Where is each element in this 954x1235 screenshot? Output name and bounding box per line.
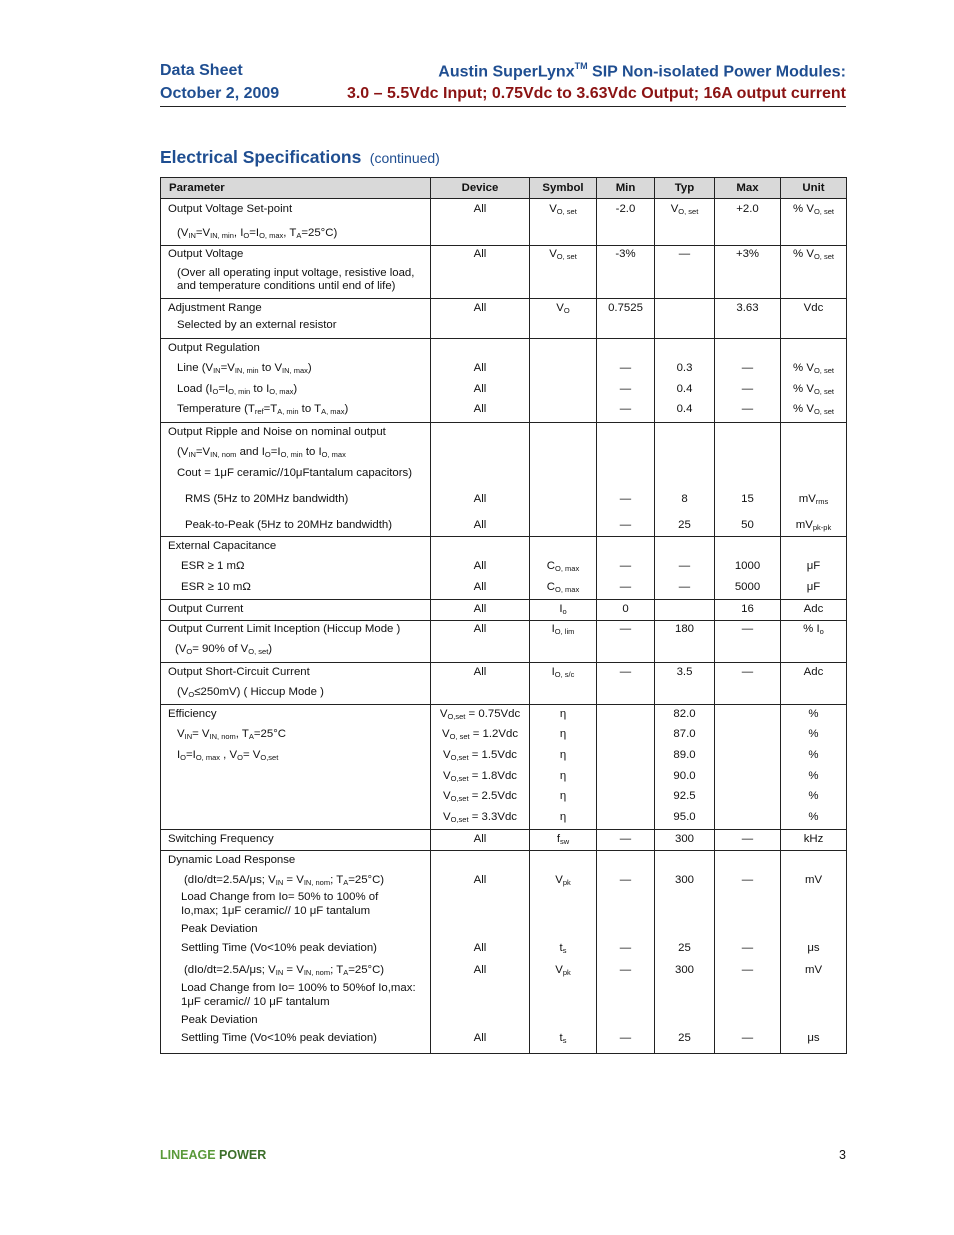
typ-text: —	[678, 248, 691, 260]
cell-max	[715, 246, 781, 299]
parameter-text: $(V_O\le 250mV)$ ( Hiccup Mode )	[177, 686, 324, 699]
cell-typ	[655, 537, 715, 600]
parameter-text: Output Current	[168, 603, 244, 615]
parameter-text: (Over all operating input voltage, resistive load,	[177, 267, 415, 279]
min-text: —	[619, 942, 632, 954]
unit-text: kHz	[803, 833, 824, 845]
cell-symbol	[530, 705, 597, 830]
max-text: —	[741, 623, 754, 635]
device-text: $V_{O,set} = 1.5Vdc$	[443, 749, 517, 762]
product-subtitle: 3.0 – 5.5Vdc Input; 0.75Vdc to 3.63Vdc Output; 16A output current	[346, 85, 846, 102]
parameter-text: Settling Time (Vo<10% peak deviation)	[181, 942, 377, 954]
cell-parameter	[161, 851, 431, 1054]
symbol-text: $C_{O, max}$	[546, 581, 580, 594]
device-text: All	[473, 623, 487, 635]
cell-typ	[655, 600, 715, 621]
cell-symbol	[530, 600, 597, 621]
cell-typ	[655, 246, 715, 299]
typ-text: 300	[674, 833, 694, 845]
symbol-text: $I_o$	[559, 603, 567, 616]
cell-device	[431, 851, 530, 1054]
col-header-min: Min	[597, 178, 655, 199]
unit-text: %	[808, 708, 819, 720]
parameter-text: Peak-to-Peak (5Hz to 20MHz bandwidth)	[185, 519, 393, 531]
cell-min	[597, 199, 655, 246]
col-header-max: Max	[715, 178, 781, 199]
cell-parameter	[161, 423, 431, 537]
min-text: —	[619, 666, 632, 678]
unit-text: %	[808, 811, 819, 823]
symbol-text: $I_{O, lim}$	[551, 623, 575, 636]
cell-parameter	[161, 537, 431, 600]
symbol-text: $C_{O, max}$	[546, 560, 580, 573]
section-title	[160, 147, 440, 168]
cell-device	[431, 830, 530, 851]
electrical-specs-table	[160, 177, 847, 1054]
symbol-text: $t_s$	[559, 942, 567, 955]
cell-symbol	[530, 299, 597, 339]
typ-text: $V_{O, set}$	[670, 203, 699, 216]
min-text: —	[619, 560, 632, 572]
symbol-text: η	[559, 770, 567, 782]
doc-type: Data Sheet	[160, 62, 243, 79]
cell-min	[597, 339, 655, 423]
table-row	[161, 705, 847, 830]
cell-symbol	[530, 621, 597, 663]
cell-max	[715, 537, 781, 600]
min-text: —	[619, 874, 632, 886]
device-text: All	[473, 403, 487, 415]
unit-text: % $V_{O, set}$	[793, 248, 834, 261]
brand-lineage: LINEAGE	[160, 1148, 216, 1162]
min-text: 0.7525	[608, 302, 643, 314]
parameter-text: ESR ≥ 10 mΩ	[181, 581, 251, 593]
cell-parameter	[161, 246, 431, 299]
max-text: —	[741, 362, 754, 374]
unit-text: mV	[804, 964, 823, 976]
device-text: All	[473, 302, 487, 314]
unit-text: %	[808, 770, 819, 782]
max-text: 1000	[734, 560, 761, 572]
max-text: —	[741, 874, 754, 886]
typ-text: 87.0	[673, 728, 696, 740]
parameter-text: Load ($I_O=I_{O, min}$ to $I_{O, max}$)	[177, 383, 298, 396]
device-text: All	[473, 203, 487, 215]
parameter-text: Output Current Limit Inception (Hiccup Mode )	[168, 623, 401, 635]
min-text: —	[619, 623, 632, 635]
typ-text: 25	[678, 942, 691, 954]
cell-unit	[781, 705, 847, 830]
unit-text: μs	[807, 1032, 820, 1044]
parameter-text: Load Change from Io= 100% to 50%of Io,max:	[181, 982, 416, 994]
symbol-text: $V_O$	[556, 302, 570, 315]
parameter-text: Adjustment Range	[168, 302, 262, 314]
parameter-text: Output Voltage Set-point	[168, 203, 293, 215]
cell-symbol	[530, 246, 597, 299]
cell-unit	[781, 246, 847, 299]
unit-text: % $V_{O, set}$	[793, 383, 834, 396]
unit-text: %	[808, 728, 819, 740]
unit-text: mV	[804, 874, 823, 886]
typ-text: 90.0	[673, 770, 696, 782]
cell-typ	[655, 830, 715, 851]
cell-parameter	[161, 199, 431, 246]
cell-typ	[655, 851, 715, 1054]
cell-max	[715, 705, 781, 830]
unit-text: %	[808, 749, 819, 761]
min-text: —	[619, 519, 632, 531]
table-row	[161, 199, 847, 246]
typ-text: —	[678, 581, 691, 593]
typ-text: 82.0	[673, 708, 696, 720]
cell-min	[597, 851, 655, 1054]
typ-text: 3.5	[676, 666, 693, 678]
product-line-name: Austin SuperLynx	[438, 63, 575, 81]
max-text: 50	[741, 519, 754, 531]
parameter-text: $V_{IN}= V_{IN, nom}$, $T_A=25^\circ C$	[177, 728, 287, 741]
col-header-typ: Typ	[655, 178, 715, 199]
cell-min	[597, 830, 655, 851]
cell-unit	[781, 851, 847, 1054]
cell-typ	[655, 299, 715, 339]
cell-max	[715, 830, 781, 851]
cell-unit	[781, 199, 847, 246]
unit-text: Adc	[803, 666, 824, 678]
parameter-text: Peak Deviation	[181, 923, 258, 935]
cell-parameter	[161, 705, 431, 830]
typ-text: 92.5	[673, 790, 696, 802]
min-text: 0	[622, 603, 629, 615]
parameter-text: Cout = 1μF ceramic//10μFtantalum capacitors)	[177, 467, 413, 479]
min-text: —	[619, 581, 632, 593]
device-text: All	[473, 874, 487, 886]
device-text: All	[473, 493, 487, 505]
typ-text: 180	[674, 623, 694, 635]
parameter-text: Output Ripple and Noise on nominal output	[168, 426, 386, 438]
device-text: $V_{O, set} = 1.2Vdc$	[441, 728, 519, 741]
device-text: All	[473, 383, 487, 395]
min-text: —	[619, 403, 632, 415]
cell-symbol	[530, 830, 597, 851]
device-text: All	[473, 964, 487, 976]
cell-unit	[781, 339, 847, 423]
cell-device	[431, 423, 530, 537]
unit-text: μF	[806, 560, 821, 572]
symbol-text: η	[559, 708, 567, 720]
parameter-text: Output Regulation	[168, 342, 260, 354]
unit-text: % $V_{O, set}$	[793, 403, 834, 416]
cell-max	[715, 339, 781, 423]
cell-device	[431, 600, 530, 621]
cell-unit	[781, 830, 847, 851]
cell-min	[597, 705, 655, 830]
cell-min	[597, 537, 655, 600]
cell-device	[431, 621, 530, 663]
min-text: —	[619, 964, 632, 976]
unit-text: μs	[807, 942, 820, 954]
max-text: 3.63	[736, 302, 759, 314]
min-text: —	[619, 833, 632, 845]
parameter-text: Line ($V_{IN}=V_{IN, min}$ to $V_{IN, max}$)	[177, 362, 312, 375]
device-text: All	[473, 603, 487, 615]
cell-min	[597, 600, 655, 621]
typ-text: 300	[674, 874, 694, 886]
doc-date: October 2, 2009	[160, 85, 280, 102]
unit-text: μF	[806, 581, 821, 593]
parameter-text: Temperature ($T_{ref}=T_{A, min}$ to $T_{A, max}$)	[177, 403, 349, 416]
cell-typ	[655, 705, 715, 830]
col-header-device: Device	[431, 178, 530, 199]
parameter-text: and temperature conditions until end of life)	[177, 280, 396, 292]
cell-symbol	[530, 663, 597, 705]
typ-text: 25	[678, 1032, 691, 1044]
cell-unit	[781, 423, 847, 537]
symbol-text: $V_{pk}$	[555, 874, 571, 887]
parameter-text: Output Short-Circuit Current	[168, 666, 310, 678]
cell-max	[715, 423, 781, 537]
trademark: TM	[574, 61, 588, 71]
symbol-text: $f_{sw}$	[556, 833, 570, 846]
min-text: —	[619, 493, 632, 505]
min-text: —	[619, 383, 632, 395]
device-text: $V_{O,set} = 0.75Vdc$	[439, 708, 521, 721]
typ-text: 89.0	[673, 749, 696, 761]
min-text: -2.0	[615, 203, 636, 215]
parameter-text: ESR ≥ 1 mΩ	[181, 560, 245, 572]
cell-symbol	[530, 339, 597, 423]
table-row	[161, 423, 847, 537]
parameter-text: Settling Time (Vo<10% peak deviation)	[181, 1032, 377, 1044]
cell-parameter	[161, 600, 431, 621]
symbol-text: η	[559, 790, 567, 802]
table-row	[161, 299, 847, 339]
cell-unit	[781, 537, 847, 600]
cell-parameter	[161, 830, 431, 851]
page-header	[160, 60, 846, 107]
max-text: +3%	[735, 248, 760, 260]
cell-parameter	[161, 339, 431, 423]
device-text: $V_{O,set} = 1.8Vdc$	[443, 770, 517, 783]
cell-device	[431, 199, 530, 246]
parameter-text: ($V_{IN}=V_{IN, nom}$ and $I_O=I_{O, min}$ to $I_{O, max}$	[177, 446, 346, 459]
unit-text: $mV_{rms}$	[798, 493, 829, 506]
cell-typ	[655, 621, 715, 663]
min-text: —	[619, 362, 632, 374]
cell-symbol	[530, 537, 597, 600]
device-text: All	[473, 1032, 487, 1044]
max-text: —	[741, 833, 754, 845]
cell-max	[715, 299, 781, 339]
col-header-unit: Unit	[781, 178, 847, 199]
symbol-text: η	[559, 749, 567, 761]
device-text: All	[473, 666, 487, 678]
device-text: All	[473, 560, 487, 572]
parameter-text: (dIo/dt=2.5A/μs; $V_{IN} = V_{IN, nom}$; $T_A=25^\circ C$)	[184, 874, 385, 887]
cell-parameter	[161, 299, 431, 339]
device-text: All	[473, 581, 487, 593]
parameter-text: External Capacitance	[168, 540, 277, 552]
cell-max	[715, 621, 781, 663]
cell-min	[597, 246, 655, 299]
symbol-text: $I_{O, s/c}$	[551, 666, 575, 679]
device-text: All	[473, 833, 487, 845]
max-text: —	[741, 942, 754, 954]
table-row	[161, 621, 847, 663]
device-text: All	[473, 362, 487, 374]
unit-text: Vdc	[803, 302, 824, 314]
cell-unit	[781, 600, 847, 621]
typ-text: —	[678, 560, 691, 572]
cell-typ	[655, 663, 715, 705]
table-row	[161, 339, 847, 423]
typ-text: 8	[681, 493, 688, 505]
parameter-text: Selected by an external resistor	[177, 319, 337, 331]
symbol-text: η	[559, 811, 567, 823]
symbol-text: $t_s$	[559, 1032, 567, 1045]
max-text: 16	[741, 603, 754, 615]
cell-typ	[655, 339, 715, 423]
cell-min	[597, 423, 655, 537]
product-line	[438, 62, 846, 81]
device-text: $V_{O,set} = 2.5Vdc$	[443, 790, 517, 803]
max-text: —	[741, 964, 754, 976]
parameter-text: Output Voltage	[168, 248, 244, 260]
cell-device	[431, 299, 530, 339]
symbol-text: $V_{pk}$	[555, 964, 571, 977]
max-text: 15	[741, 493, 754, 505]
table-row	[161, 663, 847, 705]
parameter-text: RMS (5Hz to 20MHz bandwidth)	[185, 493, 349, 505]
product-line-desc: SIP Non-isolated Power Modules:	[587, 63, 846, 81]
typ-text: 0.4	[676, 403, 693, 415]
cell-device	[431, 339, 530, 423]
typ-text: 0.3	[676, 362, 693, 374]
cell-device	[431, 705, 530, 830]
typ-text: 0.4	[676, 383, 693, 395]
cell-parameter	[161, 663, 431, 705]
cell-max	[715, 600, 781, 621]
parameter-text: 1μF ceramic// 10 μF tantalum	[181, 996, 330, 1008]
typ-text: 95.0	[673, 811, 696, 823]
unit-text: % $V_{O, set}$	[793, 362, 834, 375]
cell-typ	[655, 199, 715, 246]
cell-max	[715, 663, 781, 705]
parameter-text: ($V_{IN}=V_{IN, min}$, $I_O=I_{O, max}$, $T_A=25^\circ C$)	[177, 227, 338, 240]
section-title-main: Electrical Specifications	[160, 147, 362, 167]
cell-unit	[781, 621, 847, 663]
table-header-row	[161, 178, 847, 199]
parameter-text: (dIo/dt=2.5A/μs; $V_{IN} = V_{IN, nom}$; $T_A=25^\circ C$)	[184, 964, 385, 977]
unit-text: $mV_{pk-pk}$	[795, 519, 832, 532]
col-header-parameter: Parameter	[161, 178, 431, 199]
unit-text: %	[808, 790, 819, 802]
table-row	[161, 600, 847, 621]
cell-min	[597, 299, 655, 339]
col-header-symbol: Symbol	[530, 178, 597, 199]
cell-device	[431, 537, 530, 600]
parameter-text: Peak Deviation	[181, 1014, 258, 1026]
max-text: 5000	[734, 581, 761, 593]
cell-unit	[781, 299, 847, 339]
table-row	[161, 537, 847, 600]
cell-symbol	[530, 199, 597, 246]
min-text: -3%	[615, 248, 636, 260]
max-text: —	[741, 1032, 754, 1044]
cell-device	[431, 663, 530, 705]
symbol-text: $V_{O, set}$	[549, 203, 577, 216]
brand-power: POWER	[219, 1148, 267, 1162]
typ-text: 300	[674, 964, 694, 976]
parameter-text: Dynamic Load Response	[168, 854, 296, 866]
parameter-text: ($V_O= 90\%$ of $V_{O, set}$)	[175, 643, 273, 656]
page-number: 3	[839, 1148, 846, 1162]
cell-symbol	[530, 851, 597, 1054]
footer-brand	[160, 1148, 266, 1162]
cell-parameter	[161, 621, 431, 663]
parameter-text: Efficiency	[168, 708, 217, 720]
typ-text: 25	[678, 519, 691, 531]
symbol-text: η	[559, 728, 567, 740]
unit-text: % $I_o$	[803, 623, 824, 636]
device-text: All	[473, 248, 487, 260]
min-text: —	[619, 1032, 632, 1044]
cell-device	[431, 246, 530, 299]
max-text: —	[741, 666, 754, 678]
device-text: All	[473, 519, 487, 531]
cell-max	[715, 851, 781, 1054]
unit-text: % $V_{O, set}$	[793, 203, 834, 216]
cell-min	[597, 621, 655, 663]
parameter-text: Load Change from Io= 50% to 100% of	[181, 891, 379, 903]
max-text: +2.0	[736, 203, 759, 215]
unit-text: Adc	[803, 603, 824, 615]
table-row	[161, 830, 847, 851]
cell-max	[715, 199, 781, 246]
max-text: —	[741, 403, 754, 415]
parameter-text: $I_O=I_{O, max}$ , $V_O= V_{O,set}$	[177, 749, 279, 762]
cell-min	[597, 663, 655, 705]
cell-symbol	[530, 423, 597, 537]
table-row	[161, 851, 847, 1054]
device-text: All	[473, 942, 487, 954]
parameter-text: Io,max; 1μF ceramic// 10 μF tantalum	[181, 905, 371, 917]
cell-unit	[781, 663, 847, 705]
max-text: —	[741, 383, 754, 395]
cell-typ	[655, 423, 715, 537]
parameter-text: Switching Frequency	[168, 833, 274, 845]
table-row	[161, 246, 847, 299]
device-text: $V_{O,set} = 3.3Vdc$	[443, 811, 517, 824]
section-title-continued: (continued)	[369, 150, 440, 166]
symbol-text: $V_{O, set}$	[549, 248, 577, 261]
